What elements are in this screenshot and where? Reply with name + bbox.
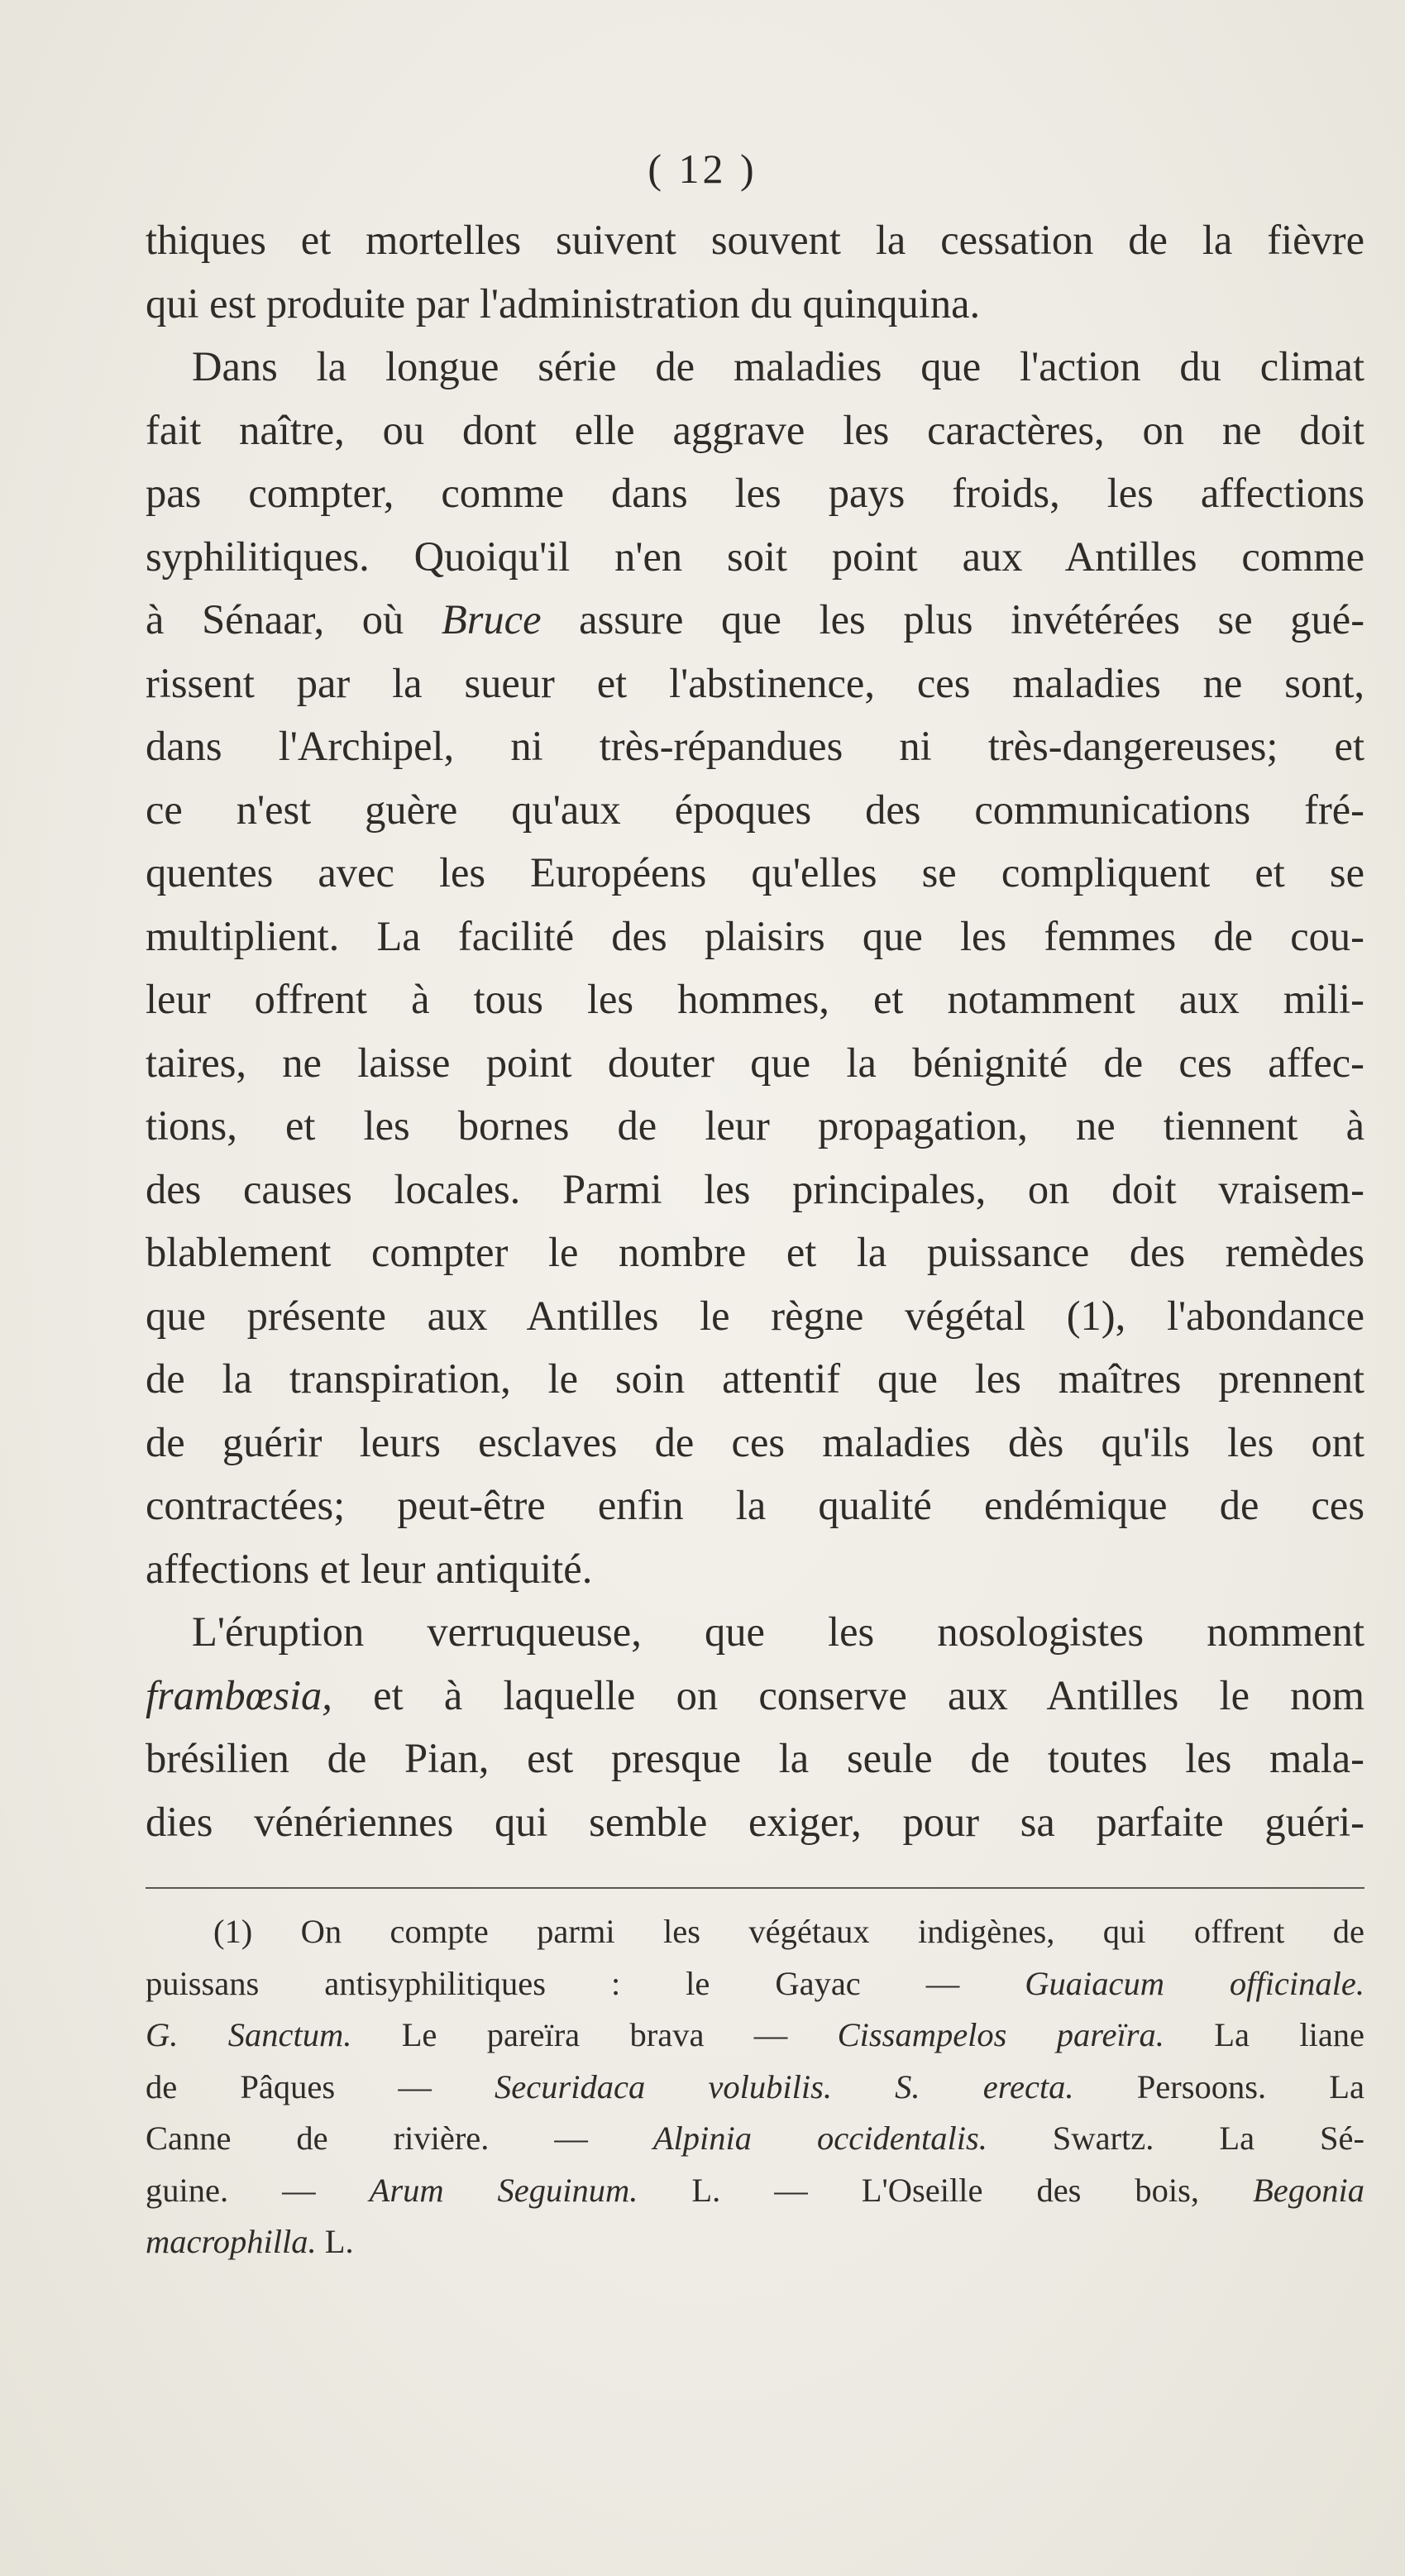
text-line	[146, 1664, 1364, 1728]
text-line: taires, ne laisse point douter que la bénignité de ces affec-	[146, 1039, 1364, 1086]
text-line: dies vénériennes qui semble exiger, pour sa parfaite guéri-	[146, 1798, 1364, 1845]
text-segment: et à laquelle on conserve aux Antilles le nom	[373, 1671, 1365, 1718]
text-line: rissent par la sueur et l'abstinence, ces maladies ne sont,	[146, 659, 1364, 706]
text-line: syphilitiques. Quoiqu'il n'en soit point aux Antilles comme	[146, 533, 1364, 580]
text-line: multiplient. La facilité des plaisirs que les femmes de cou-	[146, 912, 1364, 959]
text-line: affections et leur antiquité.	[146, 1545, 593, 1592]
text-line: brésilien de Pian, est presque la seule de toutes les mala-	[146, 1735, 1364, 1781]
italic-species: Guaiacum officinale.	[1025, 1964, 1364, 2002]
text-segment: Persoons. La	[1136, 2067, 1365, 2105]
text-segment: Le pareïra brava —	[401, 2016, 788, 2053]
footnote-line	[146, 2113, 1364, 2165]
text-line: pas compter, comme dans les pays froids, les affections	[146, 470, 1364, 516]
text-line: de guérir leurs esclaves de ces maladies dès qu'ils les ont	[146, 1418, 1364, 1465]
text-segment: Canne de rivière. —	[146, 2120, 588, 2157]
text-line: L'éruption verruqueuse, que les nosologistes nomment	[192, 1608, 1364, 1655]
text-line: quentes avec les Européens qu'elles se compliquent et se	[146, 849, 1364, 896]
footnote-line	[146, 2165, 1364, 2217]
italic-species: Begonia	[1253, 2171, 1365, 2209]
text-segment: Swartz. La Sé-	[1052, 2120, 1364, 2157]
text-segment: de Pâques —	[146, 2067, 432, 2105]
italic-name-bruce: Bruce	[441, 596, 542, 643]
text-segment: La liane	[1214, 2016, 1365, 2053]
text-line: blablement compter le nombre et la puissance des remèdes	[146, 1229, 1364, 1275]
footnote-line	[146, 2010, 1364, 2062]
footnote-line	[146, 2062, 1364, 2114]
text-line: des causes locales. Parmi les principales, on doit vraisem-	[146, 1165, 1364, 1212]
footnote-line: (1) On compte parmi les végétaux indigènes, qui offrent de	[213, 1913, 1364, 1950]
text-segment: L.	[324, 2223, 354, 2260]
text-line	[146, 588, 1364, 652]
italic-species: macrophilla.	[146, 2223, 317, 2260]
footnote-separator	[146, 1887, 1364, 1889]
footnote	[146, 1906, 1365, 2268]
page-number: ( 12 )	[648, 146, 757, 192]
text-line: thiques et mortelles suivent souvent la cessation de la fièvre	[146, 217, 1364, 263]
body-text	[146, 208, 1364, 1853]
text-line: qui est produite par l'administration du quinquina.	[146, 280, 981, 327]
text-line: leur offrent à tous les hommes, et notamment aux mili-	[146, 976, 1364, 1022]
text-segment: à Sénaar, où	[146, 596, 404, 643]
text-segment: L. — L'Oseille des bois,	[691, 2171, 1200, 2209]
text-segment: guine. —	[146, 2171, 316, 2209]
italic-species: G. Sanctum.	[146, 2016, 352, 2053]
text-line: de la transpiration, le soin attentif que les maîtres prennent	[146, 1355, 1364, 1402]
text-line: dans l'Archipel, ni très-répandues ni très-dangereuses; et	[146, 723, 1364, 769]
text-line: tions, et les bornes de leur propagation, ne tiennent à	[146, 1102, 1364, 1149]
text-line: contractées; peut-être enfin la qualité endémique de ces	[146, 1482, 1364, 1528]
italic-species: Arum Seguinum.	[369, 2171, 638, 2209]
text-segment: puissans antisyphilitiques : le Gayac —	[146, 1964, 960, 2002]
text-line: ce n'est guère qu'aux époques des communications fré-	[146, 786, 1364, 833]
footnote-line	[146, 2216, 1364, 2268]
footnote-line	[146, 1958, 1364, 2010]
text-line: fait naître, ou dont elle aggrave les caractères, on ne doit	[146, 406, 1364, 453]
text-segment: assure que les plus invétérées se gué-	[579, 596, 1365, 643]
italic-species: Alpinia occidentalis.	[652, 2120, 987, 2157]
italic-term-framboesia: frambœsia,	[146, 1671, 332, 1718]
italic-species: Securidaca volubilis. S. erecta.	[495, 2067, 1074, 2105]
text-line: que présente aux Antilles le règne végétal (1), l'abondance	[146, 1292, 1364, 1339]
text-line: Dans la longue série de maladies que l'action du climat	[192, 343, 1364, 390]
italic-species: Cissampelos pareïra.	[837, 2016, 1164, 2053]
